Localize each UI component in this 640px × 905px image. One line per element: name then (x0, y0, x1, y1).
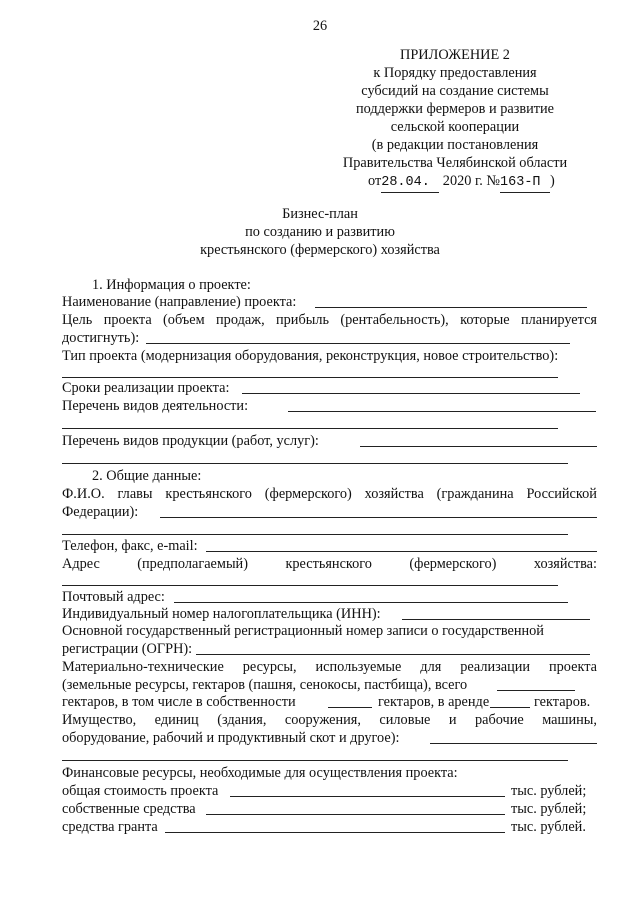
word: (рентабельность), (340, 312, 449, 328)
project-goal-label: достигнуть): (62, 330, 140, 346)
date-value: 28.04. (381, 174, 439, 193)
word: Цель (62, 312, 93, 328)
resources-owned-label: гектаров, в том числе в собственности (62, 694, 296, 710)
appendix-line: к Порядку предоставления (373, 65, 537, 81)
land-total-field[interactable] (497, 690, 575, 691)
resources-line-2: (земельные ресурсы, гектаров (пашня, сенокосы, пастбища), всего (62, 677, 468, 693)
activities-field[interactable] (288, 411, 596, 412)
word: крестьянского (165, 486, 252, 502)
appendix-line: поддержки фермеров и развитие (355, 101, 555, 117)
word: проекта (548, 659, 597, 675)
inn-label: Индивидуальный номер налогоплательщика (ИНН): (62, 606, 381, 622)
phone-field[interactable] (206, 551, 597, 552)
finance-heading: Финансовые ресурсы, необходимые для осуществления проекта: (62, 765, 458, 781)
doc-subtitle: по созданию и развитию (245, 224, 395, 240)
word: реализации (460, 659, 531, 675)
word: крестьянского (285, 556, 372, 572)
word: планируется (520, 312, 597, 328)
project-goal-line (62, 311, 597, 329)
word: прибыль (276, 312, 329, 328)
word: (предполагаемый) (137, 556, 248, 572)
finance-total-unit: тыс. рублей; (511, 783, 587, 799)
property-field-2[interactable] (62, 760, 568, 761)
head-fio-field[interactable] (160, 517, 597, 518)
head-fio-label: Федерации): (62, 504, 139, 520)
postal-label: Почтовый адрес: (62, 589, 165, 605)
word: для (420, 659, 442, 675)
word: рабочие (475, 712, 524, 728)
word: силовые (379, 712, 431, 728)
word: машины, (542, 712, 597, 728)
word: (фермерского) (264, 486, 352, 502)
finance-grant-field[interactable] (165, 832, 505, 833)
address-field[interactable] (62, 585, 558, 586)
word: (здания, (217, 712, 267, 728)
address-line (62, 555, 597, 573)
year-text: 2020 г. № (442, 173, 501, 189)
word: Материально-технические (62, 659, 224, 675)
word: и (448, 712, 457, 728)
project-name-field[interactable] (315, 307, 587, 308)
property-label: оборудование, рабочий и продуктивный скот и другое): (62, 730, 400, 746)
project-terms-label: Сроки реализации проекта: (62, 380, 230, 396)
finance-total-label: общая стоимость проекта (62, 783, 219, 799)
doc-title: Бизнес-план (282, 206, 358, 222)
activities-label: Перечень видов деятельности: (62, 398, 249, 414)
project-goal-field[interactable] (146, 343, 570, 344)
finance-own-unit: тыс. рублей; (511, 801, 587, 817)
project-name-label: Наименование (направление) проекта: (62, 294, 297, 310)
section1-heading: 1. Информация о проекте: (92, 277, 251, 293)
word: Адрес (62, 556, 100, 572)
word: Имущество, (62, 712, 137, 728)
activities-field-2[interactable] (62, 428, 558, 429)
word: хозяйства: (533, 556, 597, 572)
word: (гражданина (436, 486, 514, 502)
word: главы (117, 486, 153, 502)
postal-field[interactable] (174, 602, 568, 603)
word: которые (460, 312, 510, 328)
close-paren: ) (550, 173, 555, 189)
word: Российской (526, 486, 597, 502)
finance-grant-label: средства гранта (62, 819, 158, 835)
date-prefix: от (368, 173, 382, 189)
finance-own-label: собственные средства (62, 801, 196, 817)
products-label: Перечень видов продукции (работ, услуг): (62, 433, 319, 449)
doc-subtitle: крестьянского (фермерского) хозяйства (200, 242, 440, 258)
appendix-line: сельской кооперации (390, 119, 520, 135)
project-terms-field[interactable] (242, 393, 580, 394)
word: хозяйства (364, 486, 424, 502)
ogrn-field[interactable] (196, 654, 590, 655)
appendix-title: ПРИЛОЖЕНИЕ 2 (400, 47, 510, 63)
phone-label: Телефон, факс, e-mail: (62, 538, 198, 554)
products-field-2[interactable] (62, 463, 568, 464)
finance-total-field[interactable] (230, 796, 505, 797)
property-line (62, 711, 597, 729)
word: (объем (163, 312, 205, 328)
resources-line (62, 658, 597, 676)
appendix-line: субсидий на создание системы (361, 83, 549, 99)
ogrn-line: Основной государственный регистрационный номер записи о государственной (62, 623, 544, 639)
finance-own-field[interactable] (206, 814, 505, 815)
word: сооружения, (284, 712, 361, 728)
resources-rented-label: гектаров, в аренде (378, 694, 490, 710)
resources-hectares-label: гектаров. (534, 694, 591, 710)
project-type-field[interactable] (62, 377, 558, 378)
products-field[interactable] (360, 446, 597, 447)
word: используемые (315, 659, 402, 675)
word: проекта (103, 312, 152, 328)
head-fio-field-2[interactable] (62, 534, 568, 535)
appendix-line: Правительства Челябинской области (342, 155, 568, 171)
word: ресурсы, (242, 659, 297, 675)
page-number: 26 (312, 18, 328, 34)
word: продаж, (216, 312, 265, 328)
head-fio-line (62, 485, 597, 503)
number-value: 163-П (500, 174, 550, 193)
section2-heading: 2. Общие данные: (92, 468, 202, 484)
appendix-date-line (368, 172, 555, 193)
property-field[interactable] (430, 743, 597, 744)
project-type-label: Тип проекта (модернизация оборудования, реконструкция, новое строительство): (62, 348, 559, 364)
ogrn-label: регистрации (ОГРН): (62, 641, 193, 657)
word: (фермерского) (409, 556, 497, 572)
land-owned-field[interactable] (328, 707, 372, 708)
word: Ф.И.О. (62, 486, 105, 502)
inn-field[interactable] (402, 619, 590, 620)
word: единиц (154, 712, 199, 728)
finance-grant-unit: тыс. рублей. (511, 819, 586, 835)
land-rented-field[interactable] (490, 707, 530, 708)
appendix-line: (в редакции постановления (371, 137, 539, 153)
